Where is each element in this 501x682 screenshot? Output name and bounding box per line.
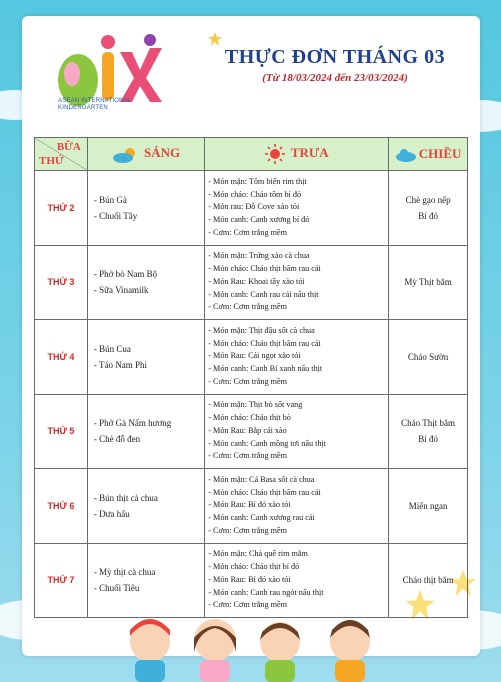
noon-cell	[205, 543, 389, 618]
noon-cell	[205, 469, 389, 544]
noon-item: - Món canh: Canh rau cải nấu thịt	[208, 289, 319, 299]
day-cell: THỨ 5	[35, 394, 88, 469]
afternoon-item: Cháo Thịt băm	[401, 418, 455, 429]
afternoon-item: Mỳ Thịt băm	[404, 277, 452, 288]
header-morning	[87, 138, 204, 171]
table-header-row	[35, 138, 468, 171]
noon-item: - Món cháo: Cháo tôm bí đỏ	[208, 189, 302, 199]
noon-item: - Cơm: Cơm trắng mềm	[208, 600, 287, 610]
sun-icon	[265, 144, 285, 164]
kids-illustration	[110, 612, 390, 682]
logo-caption-line2: KINDERGARTEN	[58, 105, 108, 111]
noon-item: - Món mặn: Thịt đậu sốt cà chua	[208, 325, 315, 335]
menu-table	[34, 137, 468, 618]
table-row	[35, 469, 468, 544]
morning-cell	[87, 394, 204, 469]
morning-item: - Chuối Tiêu	[93, 583, 140, 594]
noon-item: - Món cháo: Cháo thịt băm rau cải	[208, 487, 321, 497]
noon-item: - Món Rau: Bí đỏ xào tỏi	[208, 500, 291, 510]
afternoon-cell	[389, 469, 468, 544]
header-corner	[35, 138, 88, 171]
morning-item: - Sữa Vinamilk	[93, 285, 149, 296]
logo-caption	[58, 98, 148, 112]
afternoon-cell	[389, 171, 468, 246]
afternoon-cell	[389, 320, 468, 395]
morning-cell	[87, 320, 204, 395]
day-cell: THỨ 3	[35, 245, 88, 320]
afternoon-item: Chè gạo nếp	[405, 194, 451, 205]
noon-item: - Món canh: Canh rau ngót nấu thịt	[208, 587, 324, 597]
noon-item: - Món mặn: Thịt bò sốt vang	[208, 400, 303, 410]
morning-item: - Bún thịt cà chua	[93, 492, 158, 503]
afternoon-item: Cháo thịt băm	[402, 575, 454, 586]
noon-item: - Món cháo: Cháo thịt bò	[208, 413, 291, 423]
header-afternoon	[389, 138, 468, 171]
morning-cell	[87, 469, 204, 544]
afternoon-cell	[389, 543, 468, 618]
day-cell: THỨ 7	[35, 543, 88, 618]
noon-item: - Món Rau: Bắp cải xào	[208, 425, 287, 435]
noon-item: - Cơm: Cơm trắng mềm	[208, 451, 287, 461]
morning-item: - Mỳ thịt cà chua	[93, 567, 156, 578]
day-cell: THỨ 4	[35, 320, 88, 395]
noon-cell	[205, 320, 389, 395]
noon-item: - Món cháo: Cháo thịt bí đỏ	[208, 562, 300, 572]
afternoon-item: Cháo Sườn	[407, 351, 449, 362]
header-noon	[205, 138, 389, 171]
afternoon-item: Miến ngan	[408, 500, 448, 511]
afternoon-item: Bí đỏ	[418, 210, 438, 221]
morning-item: - Táo Nam Phi	[93, 359, 147, 370]
header-afternoon-label: CHIỀU	[418, 145, 462, 161]
day-cell: THỨ 2	[35, 171, 88, 246]
noon-item: - Món canh: Canh xương bí đỏ	[208, 215, 310, 225]
afternoon-cell	[389, 394, 468, 469]
morning-cell	[87, 171, 204, 246]
morning-item: - Bún Gà	[93, 194, 127, 205]
table-row	[35, 543, 468, 618]
meal-label: BỮA	[56, 141, 81, 153]
noon-item: - Món Rau: Khoai tây xào tỏi	[208, 276, 305, 286]
noon-cell	[205, 171, 389, 246]
table-row	[35, 320, 468, 395]
noon-item: - Cơm: Cơm trắng mềm	[208, 525, 287, 535]
noon-item: - Món cháo: Cháo thịt băm rau cải	[208, 338, 321, 348]
morning-item: - Dưa hấu	[93, 508, 130, 519]
morning-item: - Bún Cua	[93, 343, 131, 354]
noon-item: - Món canh: Canh Bí xanh nấu thịt	[208, 364, 323, 374]
noon-item: - Món mặn: Trứng xào cà chua	[208, 251, 310, 261]
noon-item: - Món Rau: Cải ngọt xào tỏi	[208, 351, 301, 361]
table-row	[35, 245, 468, 320]
header-noon-label: TRƯA	[290, 144, 329, 160]
table-row	[35, 394, 468, 469]
morning-item: - Phở bò Nam Bộ	[93, 269, 158, 280]
noon-item: - Món Rau: Bí đỏ xào tỏi	[208, 574, 291, 584]
noon-item: - Món cháo: Cháo thịt băm rau cải	[208, 264, 321, 274]
noon-item: - Cơm: Cơm trắng mềm	[208, 227, 287, 237]
star-icon	[208, 32, 222, 46]
noon-cell	[205, 245, 389, 320]
noon-item: - Món rau: Đỗ Cove xào tỏi	[208, 202, 300, 212]
noon-item: - Cơm: Cơm trắng mềm	[208, 376, 287, 386]
afternoon-item: Bí đỏ	[418, 434, 438, 445]
noon-item: - Cơm: Cơm trắng mềm	[208, 302, 287, 312]
header-morning-label: SÁNG	[144, 145, 181, 161]
day-cell: THỨ 6	[35, 469, 88, 544]
noon-item: - Món canh: Canh mồng tơi nấu thịt	[208, 438, 327, 448]
morning-item: - Phở Gà Nấm hương	[93, 418, 172, 429]
morning-cell	[87, 543, 204, 618]
noon-item: - Món mặn: Tôm biển rim thịt	[208, 176, 307, 186]
day-label: THỨ	[39, 155, 64, 167]
cloud-icon	[395, 148, 417, 162]
morning-item: - Chuối Tây	[93, 210, 138, 221]
cloud-sun-icon	[112, 147, 138, 163]
noon-item: - Món mặn: Chả quế rim mắm	[208, 549, 308, 559]
noon-item: - Món mặn: Cá Basa sốt cà chua	[208, 474, 315, 484]
morning-item: - Chè đỗ đen	[93, 434, 141, 445]
noon-item: - Món canh: Canh xương rau cải	[208, 513, 315, 523]
logo-caption-line1: ASEAN INTERNATIONAL	[58, 98, 132, 104]
noon-cell	[205, 394, 389, 469]
afternoon-cell	[389, 245, 468, 320]
morning-cell	[87, 245, 204, 320]
page-title: THỰC ĐƠN THÁNG 03	[224, 46, 446, 68]
table-row	[35, 171, 468, 246]
date-range: (Từ 18/03/2024 đến 23/03/2024)	[262, 72, 408, 84]
